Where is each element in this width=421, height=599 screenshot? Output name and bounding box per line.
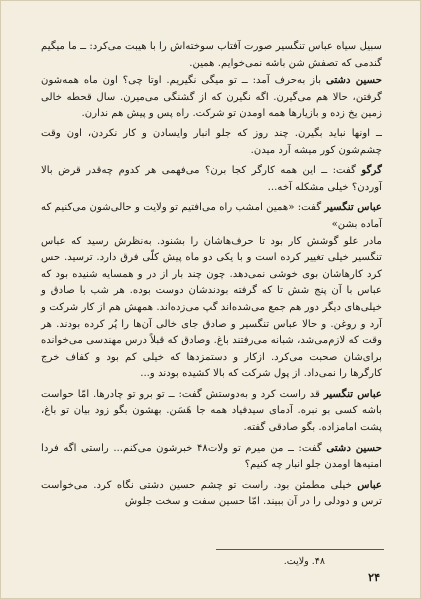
speaker-name: عباس تنگسیر: [324, 201, 382, 214]
paragraph: حسین دشتی باز به‌حرف آمد: ــ تو میگی نگیریم. اوتا چی؟ اون ماه همه‌شون گرفتن، حالا هم می‌گیرن. اگه نگیرن که از گشنگی می‌میرن. سال قحطه خالی زمین یخ زده و بازیارها همه اومدن تو شرکت. راه پس و پیش هم ندارن.: [41, 74, 382, 120]
paragraph: عباس تنگسیر گفت: «همین امشب راه می‌افتیم تو ولایت و حالی‌شون می‌کنیم که آماده بشن»: [41, 201, 382, 230]
paragraph: سبیل سیاه عباس تنگسیر صورت آفتاب سوخته‌اش را با هیبت می‌کرد: ــ ما میگیم گندمی که تصفش شن باشه نمی‌خوایم. همین.: [41, 41, 382, 69]
page-number: ۲۴: [368, 571, 380, 584]
speaker-name: حسین دشتی: [325, 74, 382, 87]
speaker-name: حسین دشتی: [326, 441, 382, 454]
paragraph: مادر علو گوشش کار بود تا حرف‌هاشان را بشنود. به‌نظرش رسید که عباس تنگسیر خیلی تغییر کرده است و با یکی دو ماه پیش کلّی فرق دارد. ترسید. حس کرد کارهاشان بوی خوشی نمی‌دهد. چون چند بار از در و همسایه شنیده بود که عباس با آن پنج شش تا که گرفته بودندشان دوست بوده. هر شب با صادق و خیلی‌های دیگر دور هم جمع می‌شده‌اند گپ می‌زده‌اند. همهش هم از کار شرکت و آرد و روغن. و حالا عباس تنگسیر و صادق جای خالی آن‌ها را پُر کرده بودند. هر وقت که لازم‌می‌شد، شبانه می‌رفتند باغ. وصادق که قبلاً درس مهندسی می‌خوانده برای‌شان صحبت می‌کرد. ازکار و دستمزدها که خیلی کم بود و کفاف خرج کارگرها را نمی‌داد. از پول شرکت که بالا کشیده بودند و...: [41, 235, 382, 380]
paragraph: حسین دشتی گفت: ــ من میرم تو ولات۴۸ خبرشون می‌کنم... راستی اگه فردا امنیه‌ها اومدن جلو انبار چه کنیم؟: [41, 441, 382, 471]
speaker-name: عباس: [357, 478, 382, 491]
paragraph: گرگو گفت: ــ این همه کارگر کجا برن؟ می‌فهمی هر کدوم چه‌قدر قرض بالا آوردن؟ خیلی مشکله آخه...: [41, 164, 382, 193]
speaker-name: عباس تنگسیر: [323, 387, 382, 400]
speaker-name: گرگو: [361, 164, 382, 177]
paragraph: عباس خیلی مطمئن بود. راست تو چشم حسین دشتی نگاه کرد. می‌خواست ترس و دودلی را در آن ببیند. امّا حسین سفت و سخت جلوش: [41, 478, 382, 508]
footnote: ۴۸. ولایت.: [283, 556, 325, 567]
paragraph: عباس تنگسیر قد راست کرد و به‌دوستش گفت: ــ تو برو تو چادرها. امّا حواست باشه کسی بو نبره. آدمای سیدفیاد همه جا هَسَن. بهشون بگو زود بیان تو باغ، پشت امامزاده. بگو صادقی گفته.: [41, 387, 382, 434]
footnote-divider: [216, 549, 384, 550]
paragraph: ــ اونها نباید بگیرن. چند روز که جلو انبار وایسادن و کار نکردن، اون وقت چشم‌شون کور میشه آرد میدن.: [41, 127, 382, 156]
body-text: [41, 39, 382, 511]
